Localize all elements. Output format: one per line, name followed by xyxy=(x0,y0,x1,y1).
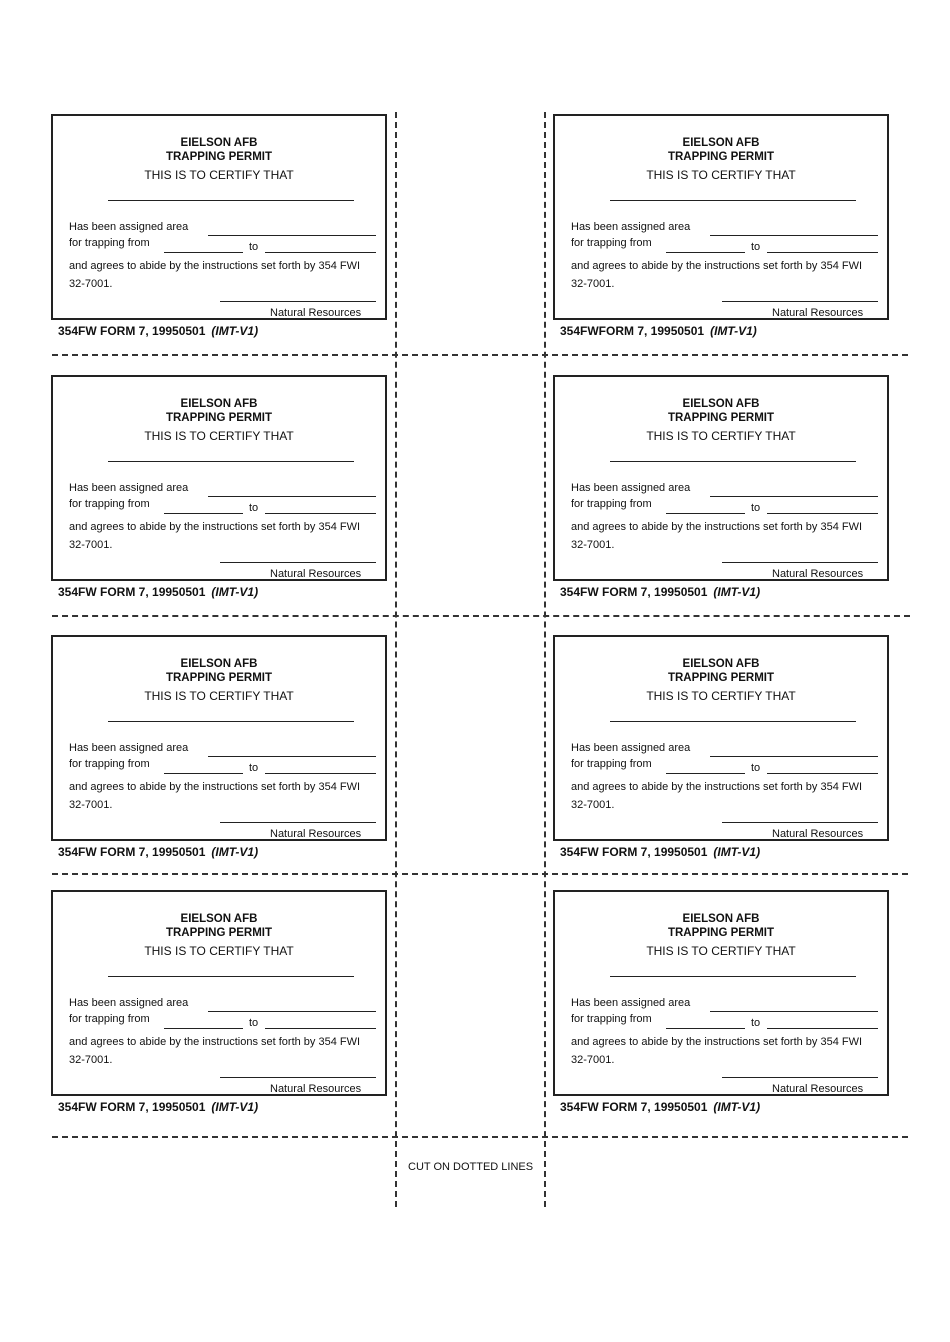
permit-title: TRAPPING PERMIT xyxy=(667,927,775,939)
signature-label: Natural Resources xyxy=(270,568,362,580)
signature-label: Natural Resources xyxy=(270,1083,362,1095)
trapping-permit-card xyxy=(51,635,387,841)
horizontal-cut-line xyxy=(52,1136,908,1138)
agreement-text: and agrees to abide by the instructions set forth by 354 FWI xyxy=(571,521,863,533)
permittee-name-line[interactable] xyxy=(610,976,856,977)
trapping-permit-card xyxy=(553,375,889,581)
date-from-line[interactable] xyxy=(666,252,745,253)
form-code: 354FW FORM 7, 19950501 xyxy=(58,585,206,599)
signature-line[interactable] xyxy=(722,1077,878,1078)
trapping-from-label: for trapping from xyxy=(571,498,652,510)
regulation-number: 32-7001. xyxy=(571,1054,615,1066)
form-identifier xyxy=(58,845,394,859)
signature-line[interactable] xyxy=(722,562,878,563)
permit-title: TRAPPING PERMIT xyxy=(667,151,775,163)
signature-label: Natural Resources xyxy=(270,307,362,319)
form-code: 354FW FORM 7, 19950501 xyxy=(58,1100,206,1114)
permit-certify-text: THIS IS TO CERTIFY THAT xyxy=(144,429,294,443)
form-code: 354FW FORM 7, 19950501 xyxy=(560,1100,708,1114)
signature-line[interactable] xyxy=(220,562,376,563)
permit-title: TRAPPING PERMIT xyxy=(667,412,775,424)
form-version: (IMT-V1) xyxy=(713,845,761,859)
trapping-permit-card xyxy=(553,114,889,320)
to-label: to xyxy=(249,502,259,514)
permittee-name-line[interactable] xyxy=(610,721,856,722)
form-identifier xyxy=(560,1100,896,1114)
to-label: to xyxy=(249,762,259,774)
date-from-line[interactable] xyxy=(164,773,243,774)
permit-title: TRAPPING PERMIT xyxy=(165,412,273,424)
assigned-area-line[interactable] xyxy=(710,756,878,757)
form-code: 354FW FORM 7, 19950501 xyxy=(560,845,708,859)
signature-label: Natural Resources xyxy=(772,307,864,319)
trapping-from-label: for trapping from xyxy=(69,237,150,249)
trapping-from-label: for trapping from xyxy=(571,1013,652,1025)
form-code: 354FWFORM 7, 19950501 xyxy=(560,324,705,338)
signature-label: Natural Resources xyxy=(772,1083,864,1095)
signature-line[interactable] xyxy=(220,1077,376,1078)
date-to-line[interactable] xyxy=(767,513,878,514)
permit-base-name: EIELSON AFB xyxy=(682,398,760,410)
date-from-line[interactable] xyxy=(666,1028,745,1029)
permit-base-name: EIELSON AFB xyxy=(682,137,760,149)
permittee-name-line[interactable] xyxy=(108,461,354,462)
permit-title: TRAPPING PERMIT xyxy=(165,672,273,684)
permit-base-name: EIELSON AFB xyxy=(682,658,760,670)
form-version: (IMT-V1) xyxy=(713,585,761,599)
trapping-from-label: for trapping from xyxy=(69,758,150,770)
regulation-number: 32-7001. xyxy=(69,799,113,811)
permit-base-name: EIELSON AFB xyxy=(180,913,258,925)
agreement-text: and agrees to abide by the instructions set forth by 354 FWI xyxy=(69,521,361,533)
regulation-number: 32-7001. xyxy=(571,799,615,811)
assigned-area-label: Has been assigned area xyxy=(69,482,189,494)
date-from-line[interactable] xyxy=(164,513,243,514)
regulation-number: 32-7001. xyxy=(69,539,113,551)
form-version: (IMT-V1) xyxy=(211,845,259,859)
date-to-line[interactable] xyxy=(767,773,878,774)
assigned-area-label: Has been assigned area xyxy=(69,742,189,754)
assigned-area-label: Has been assigned area xyxy=(571,742,691,754)
assigned-area-line[interactable] xyxy=(208,235,376,236)
signature-label: Natural Resources xyxy=(772,828,864,840)
to-label: to xyxy=(751,1017,761,1029)
permit-certify-text: THIS IS TO CERTIFY THAT xyxy=(646,689,796,703)
signature-label: Natural Resources xyxy=(270,828,362,840)
agreement-text: and agrees to abide by the instructions set forth by 354 FWI xyxy=(69,781,361,793)
date-from-line[interactable] xyxy=(666,773,745,774)
signature-line[interactable] xyxy=(722,301,878,302)
permit-title: TRAPPING PERMIT xyxy=(165,151,273,163)
trapping-from-label: for trapping from xyxy=(571,758,652,770)
form-identifier xyxy=(58,1100,394,1114)
permit-certify-text: THIS IS TO CERTIFY THAT xyxy=(646,429,796,443)
signature-line[interactable] xyxy=(220,301,376,302)
assigned-area-line[interactable] xyxy=(208,496,376,497)
assigned-area-line[interactable] xyxy=(208,756,376,757)
date-from-line[interactable] xyxy=(164,1028,243,1029)
trapping-permit-card xyxy=(51,890,387,1096)
permit-base-name: EIELSON AFB xyxy=(180,137,258,149)
regulation-number: 32-7001. xyxy=(69,278,113,290)
signature-line[interactable] xyxy=(722,822,878,823)
form-identifier xyxy=(560,585,896,599)
permit-title: TRAPPING PERMIT xyxy=(667,672,775,684)
assigned-area-label: Has been assigned area xyxy=(571,482,691,494)
regulation-number: 32-7001. xyxy=(571,278,615,290)
permit-certify-text: THIS IS TO CERTIFY THAT xyxy=(646,168,796,182)
trapping-from-label: for trapping from xyxy=(571,237,652,249)
to-label: to xyxy=(751,762,761,774)
to-label: to xyxy=(751,502,761,514)
date-to-line[interactable] xyxy=(265,513,376,514)
form-version: (IMT-V1) xyxy=(713,1100,761,1114)
to-label: to xyxy=(249,1017,259,1029)
date-to-line[interactable] xyxy=(767,252,878,253)
permit-base-name: EIELSON AFB xyxy=(682,913,760,925)
assigned-area-line[interactable] xyxy=(710,1011,878,1012)
trapping-permit-card xyxy=(51,114,387,320)
horizontal-cut-line xyxy=(52,354,908,356)
form-identifier xyxy=(560,845,896,859)
permit-certify-text: THIS IS TO CERTIFY THAT xyxy=(646,944,796,958)
trapping-from-label: for trapping from xyxy=(69,498,150,510)
permit-certify-text: THIS IS TO CERTIFY THAT xyxy=(144,944,294,958)
permittee-name-line[interactable] xyxy=(108,200,354,201)
permittee-name-line[interactable] xyxy=(108,721,354,722)
form-code: 354FW FORM 7, 19950501 xyxy=(560,585,708,599)
cut-instruction: CUT ON DOTTED LINES xyxy=(408,1161,534,1173)
regulation-number: 32-7001. xyxy=(571,539,615,551)
form-identifier xyxy=(58,324,394,338)
assigned-area-label: Has been assigned area xyxy=(69,221,189,233)
trapping-permit-card xyxy=(553,635,889,841)
permit-certify-text: THIS IS TO CERTIFY THAT xyxy=(144,689,294,703)
form-version: (IMT-V1) xyxy=(211,324,259,338)
to-label: to xyxy=(249,241,259,253)
horizontal-cut-line xyxy=(52,873,908,875)
permit-base-name: EIELSON AFB xyxy=(180,658,258,670)
assigned-area-line[interactable] xyxy=(710,235,878,236)
agreement-text: and agrees to abide by the instructions set forth by 354 FWI xyxy=(571,260,863,272)
form-identifier xyxy=(560,324,896,338)
agreement-text: and agrees to abide by the instructions set forth by 354 FWI xyxy=(69,260,361,272)
to-label: to xyxy=(751,241,761,253)
form-version: (IMT-V1) xyxy=(710,324,757,338)
trapping-permit-card xyxy=(51,375,387,581)
assigned-area-label: Has been assigned area xyxy=(571,221,691,233)
permit-certify-text: THIS IS TO CERTIFY THAT xyxy=(144,168,294,182)
agreement-text: and agrees to abide by the instructions set forth by 354 FWI xyxy=(571,781,863,793)
horizontal-cut-line xyxy=(52,615,910,617)
form-version: (IMT-V1) xyxy=(211,1100,259,1114)
permittee-name-line[interactable] xyxy=(108,976,354,977)
trapping-from-label: for trapping from xyxy=(69,1013,150,1025)
permittee-name-line[interactable] xyxy=(610,200,856,201)
date-to-line[interactable] xyxy=(767,1028,878,1029)
regulation-number: 32-7001. xyxy=(69,1054,113,1066)
form-identifier xyxy=(58,585,394,599)
signature-label: Natural Resources xyxy=(772,568,864,580)
assigned-area-line[interactable] xyxy=(208,1011,376,1012)
date-from-line[interactable] xyxy=(666,513,745,514)
assigned-area-label: Has been assigned area xyxy=(69,997,189,1009)
signature-line[interactable] xyxy=(220,822,376,823)
date-to-line[interactable] xyxy=(265,1028,376,1029)
date-to-line[interactable] xyxy=(265,773,376,774)
agreement-text: and agrees to abide by the instructions set forth by 354 FWI xyxy=(69,1036,361,1048)
form-code: 354FW FORM 7, 19950501 xyxy=(58,845,206,859)
permit-base-name: EIELSON AFB xyxy=(180,398,258,410)
agreement-text: and agrees to abide by the instructions set forth by 354 FWI xyxy=(571,1036,863,1048)
assigned-area-label: Has been assigned area xyxy=(571,997,691,1009)
date-from-line[interactable] xyxy=(164,252,243,253)
trapping-permit-card xyxy=(553,890,889,1096)
assigned-area-line[interactable] xyxy=(710,496,878,497)
permit-title: TRAPPING PERMIT xyxy=(165,927,273,939)
vertical-cut-line-right xyxy=(544,112,546,1207)
permittee-name-line[interactable] xyxy=(610,461,856,462)
date-to-line[interactable] xyxy=(265,252,376,253)
form-code: 354FW FORM 7, 19950501 xyxy=(58,324,206,338)
vertical-cut-line-left xyxy=(395,112,397,1207)
form-version: (IMT-V1) xyxy=(211,585,259,599)
